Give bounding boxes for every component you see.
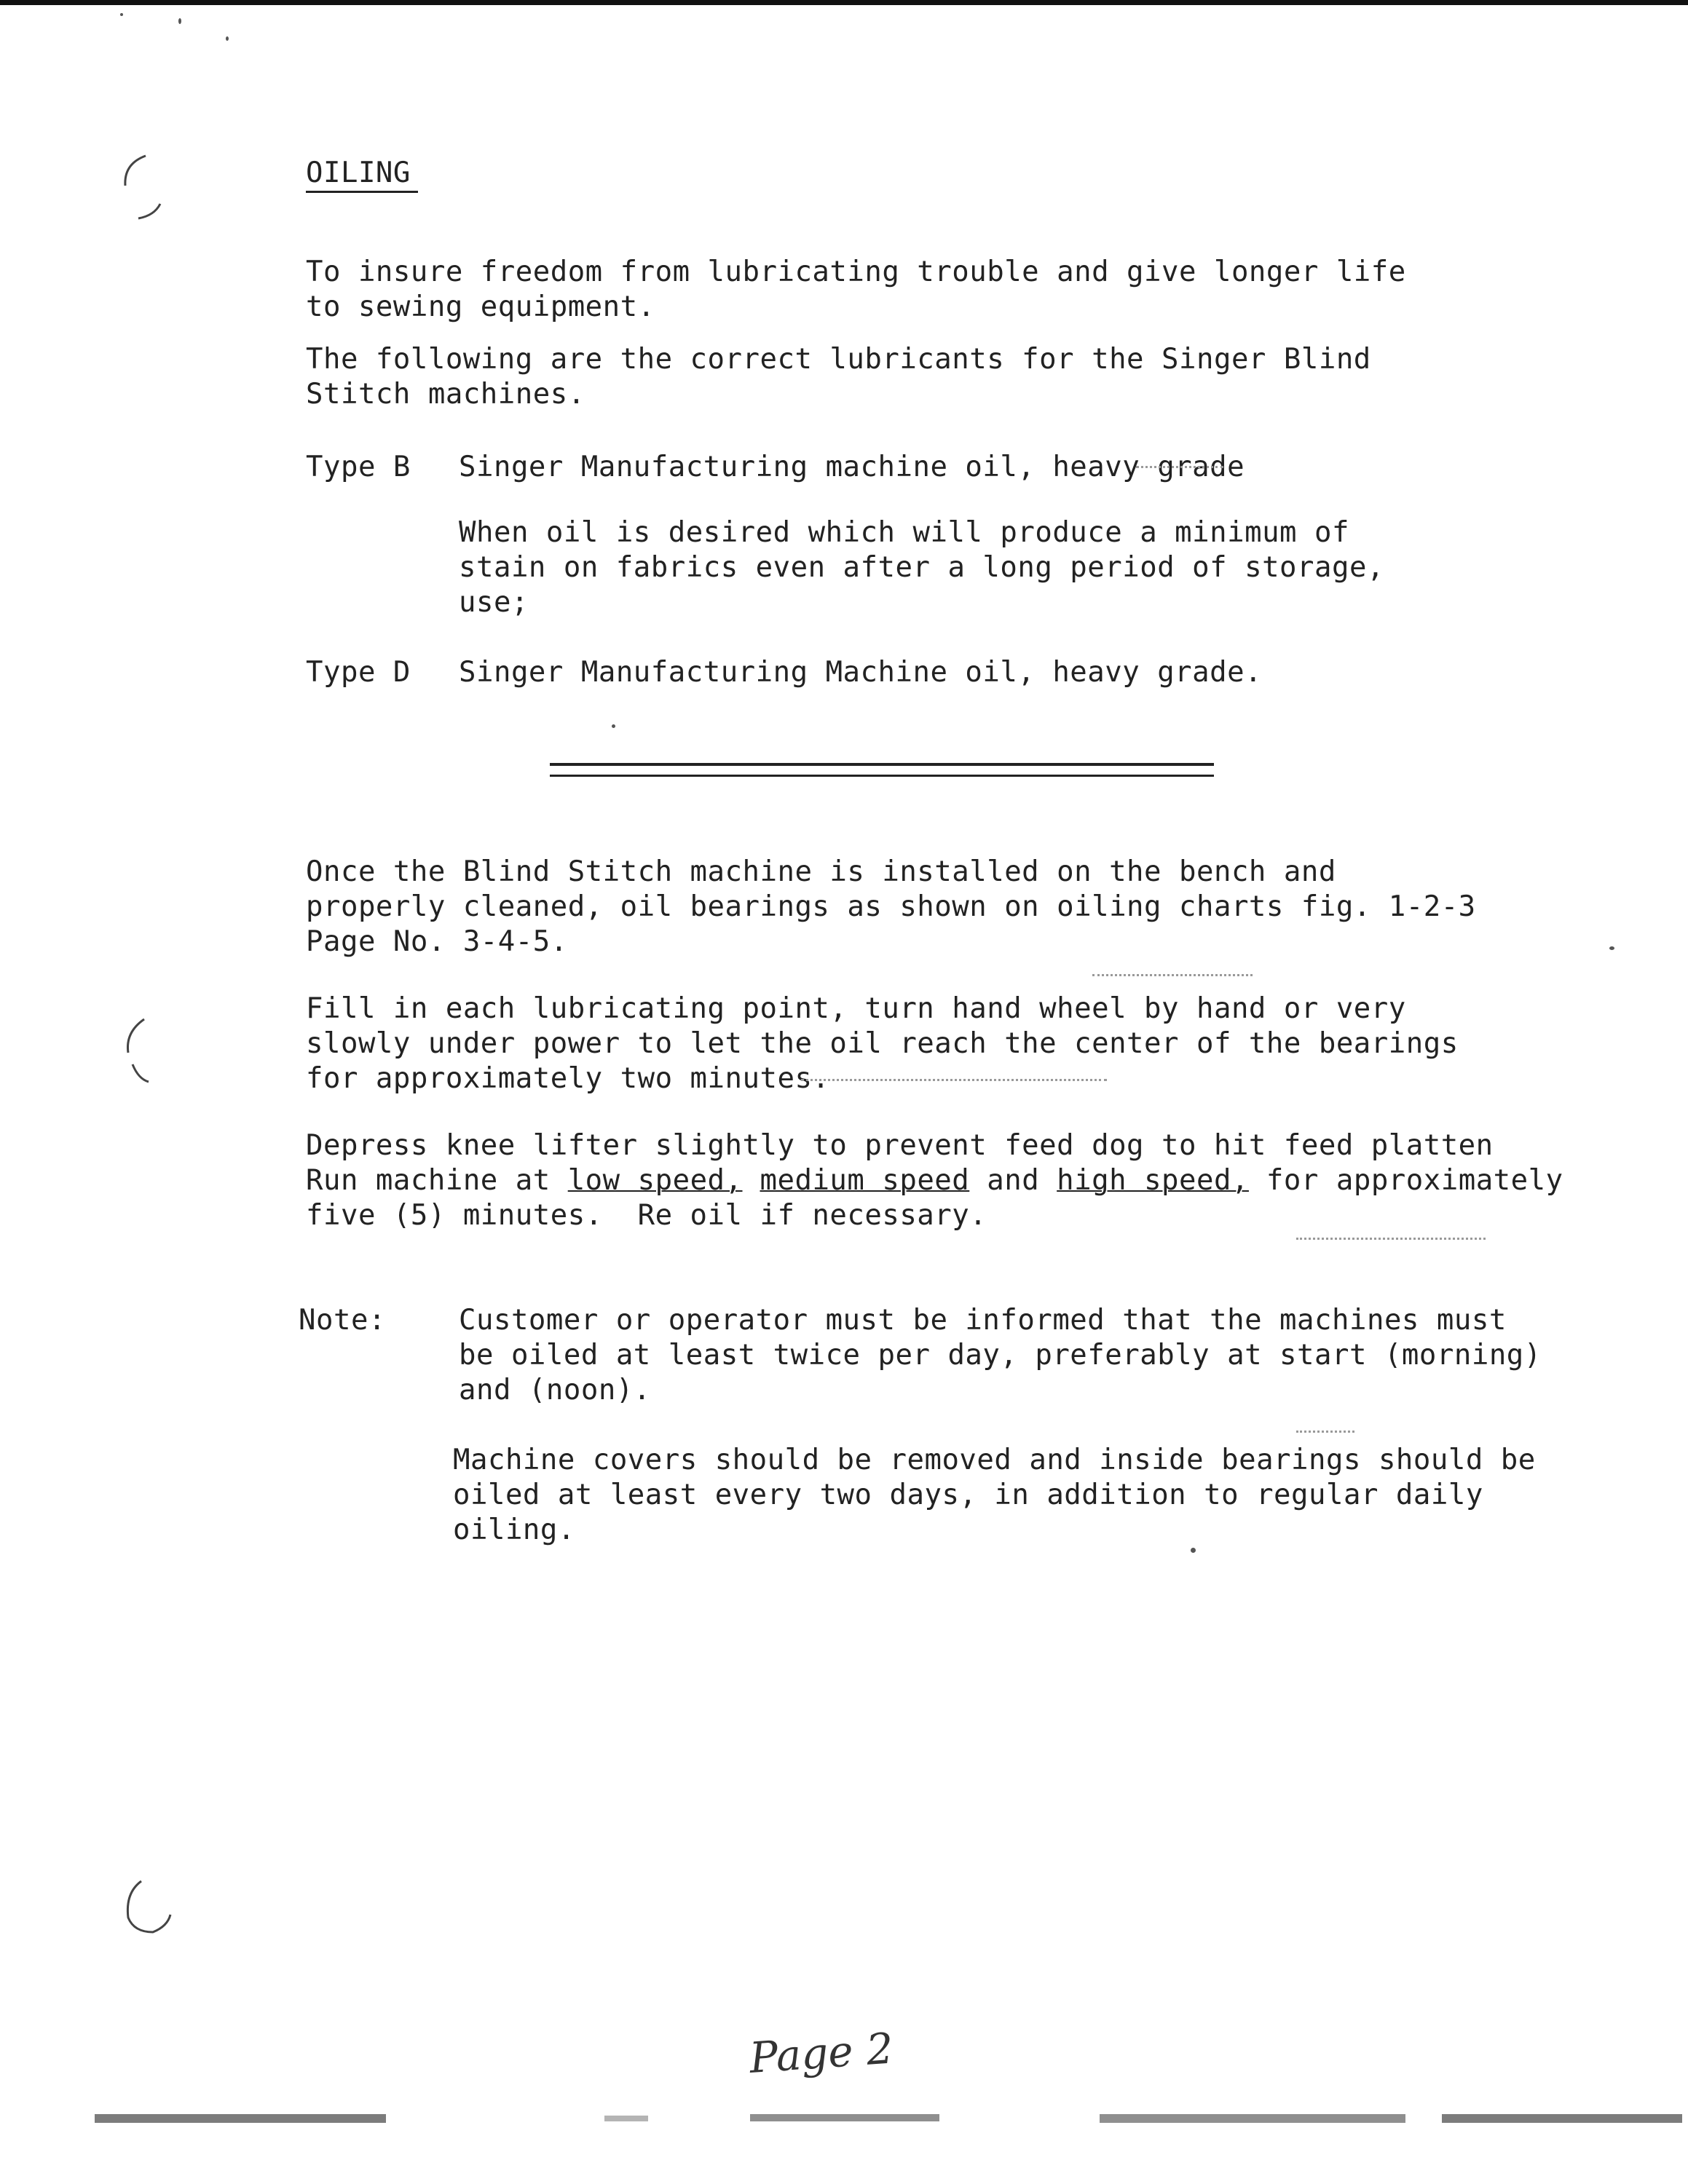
speck bbox=[612, 724, 615, 728]
binder-hole-mark-top bbox=[117, 146, 182, 226]
speck bbox=[178, 18, 181, 24]
run-and: and bbox=[969, 1164, 1057, 1197]
type-b-desc: Singer Manufacturing machine oil, heavy grade bbox=[459, 451, 1245, 483]
run-line-2 bbox=[306, 1163, 1563, 1198]
noise-dots bbox=[1136, 466, 1223, 470]
run-line-3: five (5) minutes. Re oil if necessary. bbox=[306, 1199, 987, 1232]
speck bbox=[120, 13, 123, 16]
stain-note-line-1: When oil is desired which will produce a minimum of bbox=[459, 516, 1349, 549]
intro-line-4: Stitch machines. bbox=[306, 378, 585, 411]
medium-speed-text: medium speed bbox=[760, 1164, 970, 1197]
intro-line-1: To insure freedom from lubricating trouble and give longer life bbox=[306, 256, 1406, 288]
note-line-5: oiled at least every two days, in addition to regular daily bbox=[453, 1479, 1483, 1511]
speck bbox=[1191, 1548, 1196, 1553]
note-line-3: and (noon). bbox=[459, 1374, 651, 1406]
section-divider-top bbox=[550, 763, 1214, 766]
noise-dots bbox=[1296, 1238, 1486, 1241]
note-label: Note: bbox=[299, 1304, 386, 1337]
svg-text:Page 2: Page 2 bbox=[747, 2023, 895, 2084]
install-line-2: properly cleaned, oil bearings as shown on oiling charts fig. 1-2-3 bbox=[306, 890, 1476, 923]
intro-line-3: The following are the correct lubricants for the Singer Blind bbox=[306, 343, 1371, 376]
note-line-2: be oiled at least twice per day, preferably at start (morning) bbox=[459, 1339, 1542, 1372]
noise-dots bbox=[1092, 974, 1253, 978]
type-d-label: Type D bbox=[306, 656, 411, 689]
fill-line-1: Fill in each lubricating point, turn hand wheel by hand or very bbox=[306, 992, 1406, 1025]
note-line-4: Machine covers should be removed and inside bearings should be bbox=[453, 1444, 1536, 1476]
title-underline bbox=[306, 191, 418, 193]
run-line-1: Depress knee lifter slightly to prevent feed dog to hit feed platten bbox=[306, 1129, 1494, 1162]
fill-line-3: for approximately two minutes. bbox=[306, 1062, 830, 1095]
noise-dots bbox=[1296, 1431, 1354, 1434]
run-prefix: Run machine at bbox=[306, 1164, 568, 1197]
page-title: OILING bbox=[306, 157, 411, 189]
scan-artifact-strip bbox=[95, 2111, 1682, 2127]
high-speed-text: high speed, bbox=[1057, 1164, 1249, 1197]
note-line-1: Customer or operator must be informed that the machines must bbox=[459, 1304, 1507, 1337]
type-b-label: Type B bbox=[306, 451, 411, 483]
top-edge-line bbox=[0, 0, 1688, 5]
install-line-3: Page No. 3-4-5. bbox=[306, 925, 568, 958]
binder-hole-mark-bottom bbox=[117, 1871, 182, 1951]
noise-dots bbox=[801, 1079, 1107, 1083]
binder-hole-mark-middle bbox=[117, 1012, 182, 1092]
section-divider-bottom bbox=[550, 775, 1214, 777]
fill-line-2: slowly under power to let the oil reach the center of the bearings bbox=[306, 1027, 1459, 1060]
stain-note-line-3: use; bbox=[459, 586, 529, 619]
low-speed-text: low speed, bbox=[567, 1164, 743, 1197]
note-line-6: oiling. bbox=[453, 1514, 575, 1546]
type-d-desc: Singer Manufacturing Machine oil, heavy grade. bbox=[459, 656, 1263, 689]
speck bbox=[1609, 946, 1614, 950]
speck bbox=[226, 36, 229, 41]
run-suffix: for approximately bbox=[1248, 1164, 1563, 1197]
intro-line-2: to sewing equipment. bbox=[306, 290, 655, 323]
handwritten-page-number bbox=[743, 2022, 947, 2102]
stain-note-line-2: stain on fabrics even after a long period of storage, bbox=[459, 551, 1384, 584]
install-line-1: Once the Blind Stitch machine is installed on the bench and bbox=[306, 855, 1336, 888]
